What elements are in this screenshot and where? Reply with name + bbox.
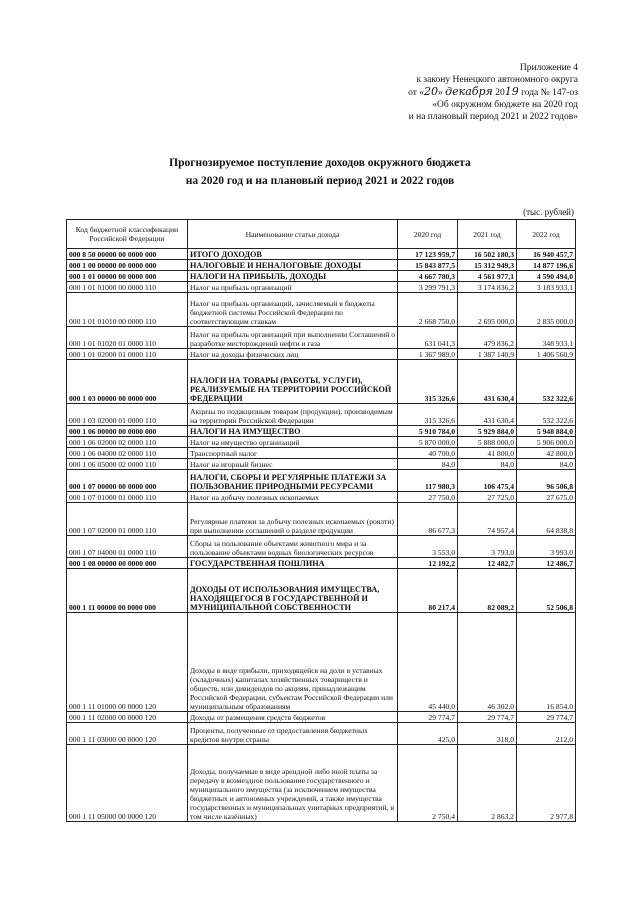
table-cell-name: Акцизы по подакцизным товарам (продукции), производимым на территории Российской Федерации [188, 404, 398, 426]
table-cell-2021: 2 863,2 [458, 745, 517, 822]
table-row [67, 536, 576, 558]
appendix-header [318, 62, 578, 123]
table-cell-code: 000 1 11 05000 00 0000 120 [67, 745, 188, 822]
table-cell-name: ГОСУДАРСТВЕННАЯ ПОШЛИНА [188, 558, 398, 569]
table-cell-2020: 5 870 000,0 [398, 437, 458, 448]
table-cell-2021: 5 929 884,0 [458, 426, 517, 437]
table-cell-2022: 5 948 884,0 [517, 426, 576, 437]
table-cell-2021: 3 174 836,2 [458, 282, 517, 293]
table-cell-2021: 27 725,0 [458, 492, 517, 503]
table-cell-2022: 3 183 933,1 [517, 282, 576, 293]
table-cell-2021: 3 793,0 [458, 536, 517, 558]
table-cell-2022: 2 977,8 [517, 745, 576, 822]
handwritten-year: 19 [504, 85, 519, 98]
table-cell-2020: 425,0 [398, 723, 458, 745]
table-cell-2021: 318,0 [458, 723, 517, 745]
table-row [67, 613, 576, 712]
table-cell-2021: 4 561 977,1 [458, 271, 517, 282]
table-cell-name: Налог на прибыль организаций при выполнении Соглашений о разработке месторождений нефти и газа [188, 327, 398, 349]
table-cell-code: 000 1 06 00000 00 0000 000 [67, 426, 188, 437]
table-cell-2022: 64 838,8 [517, 503, 576, 536]
table-cell-2020: 5 910 784,0 [398, 426, 458, 437]
table-row [67, 503, 576, 536]
table-row [67, 459, 576, 470]
table-row [67, 712, 576, 723]
units-label: (тыс. рублей) [523, 207, 574, 217]
table-cell-code: 000 1 07 00000 00 0000 000 [67, 470, 188, 492]
table-cell-2022: 2 835 000,0 [517, 293, 576, 327]
header-2022: 2022 год [517, 220, 576, 249]
table-cell-code: 000 8 50 00000 00 0000 000 [67, 249, 188, 260]
table-cell-2021: 29 774,7 [458, 712, 517, 723]
table-cell-2021: 15 312 949,3 [458, 260, 517, 271]
table-row [67, 360, 576, 404]
table-cell-code: 000 1 11 00000 00 0000 000 [67, 569, 188, 613]
table-row [67, 437, 576, 448]
table-cell-2020: 2 750,4 [398, 745, 458, 822]
table-cell-2021: 41 800,0 [458, 448, 517, 459]
table-cell-2022: 16 940 457,7 [517, 249, 576, 260]
table-cell-name: Сборы за пользование объектами животного мира и за пользование объектами водных биологических ресурсов [188, 536, 398, 558]
table-cell-2022: 3 993,0 [517, 536, 576, 558]
appendix-number: Приложение 4 [519, 63, 578, 73]
table-cell-2021: 5 888 000,0 [458, 437, 517, 448]
table-cell-name: НАЛОГОВЫЕ И НЕНАЛОГОВЫЕ ДОХОДЫ [188, 260, 398, 271]
table-cell-2021: 431 630,4 [458, 360, 517, 404]
table-cell-2020: 2 668 750,0 [398, 293, 458, 327]
table-row [67, 723, 576, 745]
table-cell-code: 000 1 06 05000 02 0000 110 [67, 459, 188, 470]
table-cell-2020: 45 440,0 [398, 613, 458, 712]
table-cell-2020: 4 667 780,3 [398, 271, 458, 282]
table-cell-2021: 2 695 000,0 [458, 293, 517, 327]
table-cell-name: НАЛОГИ, СБОРЫ И РЕГУЛЯРНЫЕ ПЛАТЕЖИ ЗА ПОЛЬЗОВАНИЕ ПРИРОДНЫМИ РЕСУРСАМИ [188, 470, 398, 492]
table-cell-code: 000 1 01 01010 00 0000 110 [67, 293, 188, 327]
table-cell-2020: 40 700,0 [398, 448, 458, 459]
page-title-line-2: на 2020 год и на плановый период 2021 и 2022 годов [185, 175, 455, 187]
table-cell-code: 000 1 00 00000 00 0000 000 [67, 260, 188, 271]
table-cell-2022: 16 854,0 [517, 613, 576, 712]
table-cell-name: ИТОГО ДОХОДОВ [188, 249, 398, 260]
table-body [67, 249, 576, 822]
table-cell-name: ДОХОДЫ ОТ ИСПОЛЬЗОВАНИЯ ИМУЩЕСТВА, НАХОДЯЩЕГОСЯ В ГОСУДАРСТВЕННОЙ И МУНИЦИПАЛЬНОЙ СОБСТВЕННОСТИ [188, 569, 398, 613]
appendix-law-title-2: и на плановый период 2021 и 2022 годов» [408, 112, 578, 122]
appendix-date-line: от «20» декабря 2019 года № 147-оз [408, 85, 578, 98]
table-cell-2020: 12 192,2 [398, 558, 458, 569]
table-cell-2021: 431 630,4 [458, 404, 517, 426]
table-cell-name: Налог на имущество организаций [188, 437, 398, 448]
table-cell-2021: 16 502 180,3 [458, 249, 517, 260]
table-cell-code: 000 1 11 01000 00 0000 120 [67, 613, 188, 712]
table-cell-name: НАЛОГИ НА ИМУЩЕСТВО [188, 426, 398, 437]
table-cell-code: 000 1 07 01000 01 0000 110 [67, 492, 188, 503]
table-cell-name: Налог на прибыль организаций, зачисляемый в бюджеты бюджетной системы Российской Федерации по соответствующим ставкам [188, 293, 398, 327]
table-row [67, 492, 576, 503]
table-cell-2022: 348 933,1 [517, 327, 576, 349]
table-cell-2021: 84,0 [458, 459, 517, 470]
table-cell-2021: 106 475,4 [458, 470, 517, 492]
table-header-row [67, 220, 576, 249]
table-cell-name: Проценты, полученные от предоставления бюджетных кредитов внутри страны [188, 723, 398, 745]
handwritten-month: декабря [445, 85, 493, 98]
table-cell-name: Налог на прибыль организаций [188, 282, 398, 293]
table-cell-code: 000 1 01 00000 00 0000 000 [67, 271, 188, 282]
appendix-law-title: «Об окружном бюджете на 2020 год [432, 100, 578, 110]
table-cell-2021: 1 387 140,9 [458, 349, 517, 360]
table-cell-2022: 5 906 000,0 [517, 437, 576, 448]
table-cell-name: Доходы в виде прибыли, приходящейся на доли в уставных (складочных) капиталах хозяйственных товариществ и обществ, или дивидендов по акциям, принадлежащим Российской Федерации, субъектам Российской Федерации или муниципальным образованиям [188, 613, 398, 712]
page-title-line-1: Прогнозируемое поступление доходов окружного бюджета [169, 157, 471, 169]
page-title [0, 154, 640, 190]
table-cell-code: 000 1 11 02000 00 0000 120 [67, 712, 188, 723]
table-cell-2020: 86 677,3 [398, 503, 458, 536]
table-cell-2022: 96 506,8 [517, 470, 576, 492]
table-cell-2022: 27 675,0 [517, 492, 576, 503]
table-cell-2022: 14 877 196,6 [517, 260, 576, 271]
table-cell-code: 000 1 01 01000 00 0000 110 [67, 282, 188, 293]
table-cell-name: Доходы, получаемые в виде арендной либо иной платы за передачу в возмездное пользование государственного и муниципального имущества (за исключением имущества бюджетных и автономных учреждений, а также имущества государственных и муниципальных унитарных предприятий, в том числе казённых) [188, 745, 398, 822]
handwritten-day: 20 [424, 85, 439, 98]
table-cell-name: НАЛОГИ НА ПРИБЫЛЬ, ДОХОДЫ [188, 271, 398, 282]
table-cell-2020: 84,0 [398, 459, 458, 470]
table-cell-2022: 52 506,8 [517, 569, 576, 613]
table-cell-2020: 315 326,6 [398, 360, 458, 404]
table-cell-2020: 3 553,0 [398, 536, 458, 558]
table-row [67, 349, 576, 360]
table-cell-code: 000 1 03 02000 01 0000 110 [67, 404, 188, 426]
table-row [67, 448, 576, 459]
table-cell-2020: 1 367 989,0 [398, 349, 458, 360]
table-cell-2021: 12 482,7 [458, 558, 517, 569]
table-cell-2020: 29 774,7 [398, 712, 458, 723]
table-cell-code: 000 1 03 00000 00 0000 000 [67, 360, 188, 404]
header-name: Наименование статьи дохода [188, 220, 398, 249]
table-row [67, 470, 576, 492]
table-cell-name: Транспортный налог [188, 448, 398, 459]
header-code: Код бюджетной классификации Российской Федерации [67, 220, 188, 249]
table-cell-name: Регулярные платежи за добычу полезных ископаемых (роялти) при выполнении соглашений о разделе продукции [188, 503, 398, 536]
table-row [67, 293, 576, 327]
table-cell-2020: 117 980,3 [398, 470, 458, 492]
table-cell-2022: 1 406 560,9 [517, 349, 576, 360]
table-cell-2020: 3 299 791,3 [398, 282, 458, 293]
header-2021: 2021 год [458, 220, 517, 249]
appendix-law: к закону Ненецкого автономного округа [416, 75, 578, 85]
table-cell-2020: 15 843 877,5 [398, 260, 458, 271]
table-cell-name: Налог на доходы физических лиц [188, 349, 398, 360]
table-cell-2020: 631 041,3 [398, 327, 458, 349]
header-2020: 2020 год [398, 220, 458, 249]
table-cell-code: 000 1 07 02000 01 0000 110 [67, 503, 188, 536]
table-row [67, 260, 576, 271]
table-cell-2020: 315 326,6 [398, 404, 458, 426]
table-row [67, 426, 576, 437]
table-cell-2022: 29 774,7 [517, 712, 576, 723]
table-row [67, 558, 576, 569]
table-cell-2021: 74 957,4 [458, 503, 517, 536]
table-cell-name: Налог на игорный бизнес [188, 459, 398, 470]
table-cell-name: Налог на добычу полезных ископаемых [188, 492, 398, 503]
table-cell-code: 000 1 08 00000 00 0000 000 [67, 558, 188, 569]
table-row [67, 745, 576, 822]
table-cell-2022: 212,0 [517, 723, 576, 745]
table-cell-2022: 4 590 494,0 [517, 271, 576, 282]
table-cell-code: 000 1 01 02000 01 0000 110 [67, 349, 188, 360]
revenue-table [66, 219, 576, 822]
table-cell-2020: 27 750,0 [398, 492, 458, 503]
table-row [67, 282, 576, 293]
table-cell-name: НАЛОГИ НА ТОВАРЫ (РАБОТЫ, УСЛУГИ), РЕАЛИЗУЕМЫЕ НА ТЕРРИТОРИИ РОССИЙСКОЙ ФЕДЕРАЦИИ [188, 360, 398, 404]
table-cell-2022: 42 800,0 [517, 448, 576, 459]
table-cell-code: 000 1 11 03000 00 0000 120 [67, 723, 188, 745]
table-row [67, 271, 576, 282]
table-cell-code: 000 1 01 01020 01 0000 110 [67, 327, 188, 349]
table-cell-2021: 479 836,2 [458, 327, 517, 349]
table-cell-2022: 532 322,6 [517, 404, 576, 426]
table-cell-code: 000 1 06 04000 02 0000 110 [67, 448, 188, 459]
table-cell-name: Доходы от размещения средств бюджетов [188, 712, 398, 723]
table-row [67, 569, 576, 613]
table-cell-2022: 532 322,6 [517, 360, 576, 404]
table-row [67, 327, 576, 349]
table-cell-2022: 84,0 [517, 459, 576, 470]
table-cell-2022: 12 486,7 [517, 558, 576, 569]
table-cell-2020: 80 217,4 [398, 569, 458, 613]
table-cell-2020: 17 123 959,7 [398, 249, 458, 260]
table-cell-code: 000 1 07 04000 01 0000 110 [67, 536, 188, 558]
table-row [67, 404, 576, 426]
table-row [67, 249, 576, 260]
table-cell-2021: 82 089,2 [458, 569, 517, 613]
table-cell-2021: 46 302,0 [458, 613, 517, 712]
table-cell-code: 000 1 06 02000 02 0000 110 [67, 437, 188, 448]
